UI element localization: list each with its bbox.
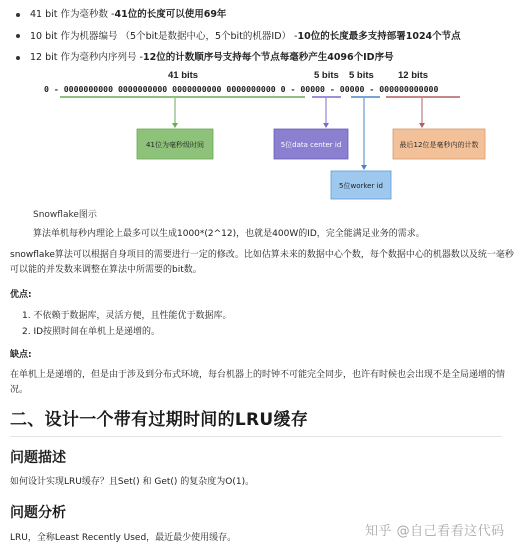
- bullet-bold-text: 10位的长度最多支持部署1024个节点: [297, 30, 461, 42]
- bits5a-label: 5 bits: [314, 70, 339, 81]
- analysis-title: 问题分析: [10, 505, 66, 521]
- diagram-caption: Snowflake图示: [33, 210, 97, 220]
- binary-sep: -: [285, 84, 301, 94]
- bits41-label: 41 bits: [168, 70, 199, 81]
- bullet-text: 12 bit 作为毫秒内序列号 -: [30, 52, 143, 63]
- pros-title: 优点:: [10, 290, 32, 300]
- sequence-arrowhead: [419, 123, 425, 128]
- datacenter-arrowhead: [323, 123, 329, 128]
- bullet-icon: [16, 13, 20, 17]
- capacity-paragraph: 算法单机每秒内理论上最多可以生成1000*(2^12)，也就是400W的ID，完全能满足业务的需求。: [33, 229, 425, 239]
- cons-title: 缺点:: [10, 350, 32, 360]
- binary-worker: 00000: [339, 84, 365, 94]
- problem-paragraph: 如何设计实现LRU缓存？且Set() 和 Get() 的复杂度为O(1)。: [10, 477, 255, 487]
- binary-datacenter: 00000: [300, 84, 325, 94]
- bullet-bold-text: 12位的计数顺序号支持每个节点每毫秒产生4096个ID序号: [142, 52, 394, 63]
- list-item: [8, 26, 518, 48]
- bullet-icon: [16, 56, 20, 60]
- bullet-bold-text: 41位的长度可以使用69年: [114, 9, 227, 20]
- binary-sep: -: [364, 84, 380, 94]
- list-item: [8, 4, 518, 26]
- bits5b-label: 5 bits: [349, 70, 374, 81]
- section-title: 二、设计一个带有过期时间的LRU缓存: [10, 410, 309, 430]
- binary-timestamp: 0000000000 0000000000 0000000000 0000000000 0: [63, 84, 286, 94]
- section-divider: [10, 436, 502, 437]
- sequence-box-label: 最后12位是毫秒内的计数: [399, 141, 479, 149]
- bullet-icon: [16, 34, 20, 38]
- bits12-label: 12 bits: [398, 70, 429, 81]
- timestamp-arrowhead: [172, 123, 178, 128]
- worker-box-label: 5位worker id: [339, 182, 383, 190]
- binary-sep: -: [325, 84, 340, 94]
- analysis-paragraph: LRU，全称Least Recently Used，最近最少使用缓存。: [10, 533, 237, 543]
- pros-list: [22, 309, 231, 340]
- bullet-text: 41 bit 作为毫秒数 -: [30, 9, 115, 20]
- datacenter-box-label: 5位data center id: [280, 141, 342, 149]
- bit-layout-list: [8, 4, 518, 69]
- bullet-text: 10 bit 作为机器编号 （5个bit是数据中心，5个bit的机器ID） -: [30, 30, 298, 42]
- cons-paragraph: 在单机上是递增的，但是由于涉及到分布式环境，每台机器上的时钟不可能完全同步，也许有时候也会出现不是全局递增的情况。: [10, 370, 506, 395]
- adjust-paragraph: snowflake算法可以根据自身项目的需要进行一定的修改。比如估算未来的数据中心个数，每个数据中心的机器数以及统一毫秒可以能的并发数来调整在算法中所需要的bit数。: [10, 250, 514, 275]
- list-item: 1. 不依赖于数据库，灵活方便，且性能优于数据库。: [22, 311, 232, 321]
- list-item: 2. ID按照时间在单机上是递增的。: [22, 326, 161, 337]
- worker-arrowhead: [361, 165, 367, 170]
- snowflake-diagram: [0, 62, 525, 212]
- zhihu-watermark: 知乎 @自己看看这代码: [365, 524, 505, 539]
- binary-sequence: 000000000000: [379, 84, 439, 94]
- problem-title: 问题描述: [10, 450, 66, 466]
- binary-layout: [44, 84, 438, 94]
- binary-prefix: 0 -: [44, 84, 64, 94]
- timestamp-box-label: 41位为毫秒级时间: [146, 141, 204, 149]
